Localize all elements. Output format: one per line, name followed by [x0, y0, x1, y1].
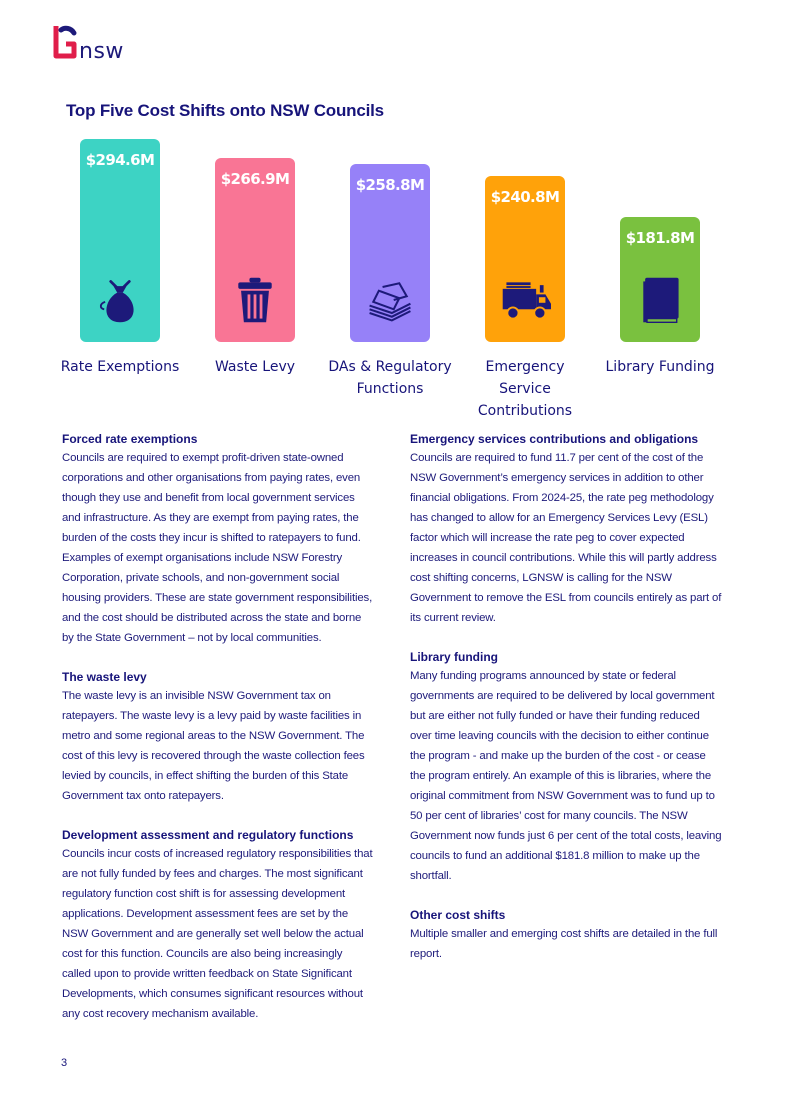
- section-body: Councils incur costs of increased regulatory responsibilities that are not fully funded by fees and charges. The most significant regulatory function cost shift is for assessing development applications. Development assessment fees are set by the NSW Government and are generally set well below the actual cost for this function. Councils are also being increasingly called upon to provide written feedback on State Significant Developments, which consumes significant resources without any cost recovery mechanism available.: [62, 848, 373, 1020]
- bar-value-label: $266.9M: [220, 170, 290, 188]
- text-section: [410, 430, 722, 628]
- chart-title: Top Five Cost Shifts onto NSW Councils: [66, 101, 384, 120]
- section-body: Councils are required to fund 11.7 per cent of the cost of the NSW Government’s emergency services in addition to other financial obligations. From 2024-25, the rate peg methodology has changed to allow for an Emergency Services Levy (ESL) factor which will increase the rate peg to cover expected increases in council contributions. While this will partly address cost shifting concerns, LGNSW is calling for the NSW Government to remove the ESL from councils entirely as part of its current review.: [410, 452, 722, 624]
- text-section: [62, 668, 374, 806]
- page-number: 3: [61, 1057, 68, 1069]
- right-text-column: [410, 430, 722, 984]
- section-heading: Other cost shifts: [410, 908, 506, 922]
- bar-4: [485, 176, 565, 342]
- section-body: Councils are required to exempt profit-driven state-owned corporations and other organisations from paying rates, even though they use and benefit from local government services and infrastructure. As they are exempt from paying rates, the burden of the costs they incur is shifted to ratepayers to fund. Examples of exempt organisations include NSW Forestry Corporation, private schools, and non-government social housing providers. These are state government responsibilities, and the cost should be distributed across the state and borne by the State Government – not by local communities.: [62, 452, 373, 644]
- section-body: Multiple smaller and emerging cost shifts are detailed in the full report.: [410, 928, 718, 960]
- bar-value-label: $294.6M: [85, 151, 155, 169]
- bar-value-label: $181.8M: [625, 229, 695, 247]
- category-label-line: Waste Levy: [214, 359, 296, 375]
- category-label-line: Functions: [356, 381, 424, 397]
- left-text-column: [62, 430, 374, 1044]
- category-label: [460, 356, 590, 422]
- category-label-line: Library Funding: [605, 359, 715, 375]
- bar-value-label: $240.8M: [490, 188, 560, 206]
- section-heading: Development assessment and regulatory functions: [62, 828, 354, 842]
- bar-3: [350, 164, 430, 342]
- text-section: [410, 648, 722, 886]
- category-label: [595, 356, 725, 378]
- category-label: [325, 356, 455, 400]
- section-heading: Library funding: [410, 650, 498, 664]
- book-icon: [634, 274, 686, 326]
- section-body: The waste levy is an invisible NSW Government tax on ratepayers. The waste levy is a levy paid by waste facilities in metro and some regional areas to the NSW Government. The cost of this levy is recovered through the waste collection fees levied by councils, in effect shifting the burden of this State Government tax onto ratepayers.: [62, 690, 365, 802]
- section-heading: The waste levy: [62, 670, 147, 684]
- cost-shift-bar-chart: [0, 0, 785, 419]
- section-heading: Emergency services contributions and obligations: [410, 432, 699, 446]
- bar-5: [620, 217, 700, 342]
- section-heading: Forced rate exemptions: [62, 432, 198, 446]
- bar-1: [80, 139, 160, 342]
- text-section: [62, 430, 374, 648]
- text-section: [62, 826, 374, 1024]
- category-label-line: Rate Exemptions: [60, 359, 180, 375]
- bar-value-label: $258.8M: [355, 176, 425, 194]
- category-label-line: Contributions: [477, 403, 573, 419]
- fire-truck-icon: [499, 274, 551, 326]
- paper-stack-icon: [364, 274, 416, 326]
- category-label: [190, 356, 320, 378]
- section-body: Many funding programs announced by state or federal governments are required to be delivered by local government but are either not fully funded or have their funding reduced over time leaving councils with the decision to either continue the program - and make up the burden of the cost - or cease the program entirely. An example of this is libraries, where the original commitment from NSW Government was to fund up to 50 per cent of libraries’ cost for many councils. The NSW Government now funds just 6 per cent of the total costs, leaving councils to fund an additional $181.8 million to make up the shortfall.: [410, 670, 722, 882]
- text-section: [410, 906, 722, 964]
- category-label-line: Emergency Service: [485, 359, 565, 397]
- category-label-line: DAs & Regulatory: [328, 359, 452, 375]
- trash-bin-icon: [229, 274, 281, 326]
- category-label: [55, 356, 185, 378]
- money-bag-icon: [94, 274, 146, 326]
- logo-text: nsw: [79, 39, 124, 64]
- bar-2: [215, 158, 295, 342]
